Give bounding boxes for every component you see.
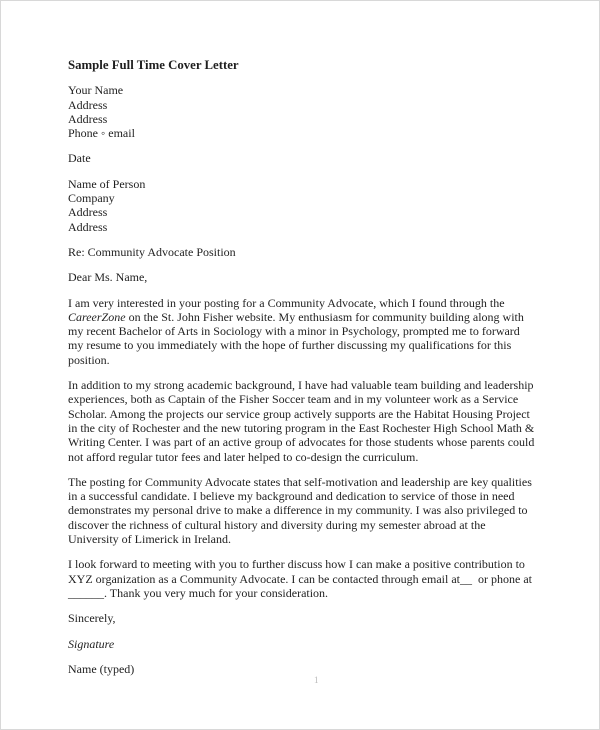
- text-segment: experiences, both as Captain of the Fisher Soccer team and in my volunteer work as a Service: [68, 392, 519, 407]
- text-line: [68, 296, 571, 310]
- body-paragraph-3: [68, 475, 571, 546]
- letter-title: Sample Full Time Cover Letter: [68, 58, 239, 72]
- text-segment: my recent Bachelor of Arts in Sociology with a minor in Psychology, prompted me to forward: [68, 324, 520, 339]
- text-line: Your Name: [68, 83, 124, 98]
- recipient-address-block: [68, 177, 571, 234]
- text-segment: University of Limerick in Ireland.: [68, 532, 231, 547]
- date-line: Date: [68, 151, 91, 166]
- text-line: [68, 450, 571, 464]
- text-segment: In addition to my strong academic background, I have had valuable team building and leadership: [68, 378, 534, 393]
- text-segment: my resume to you immediately with the hope of further discussing my qualifications for this: [68, 338, 512, 353]
- closing: Sincerely,: [68, 611, 116, 626]
- text-line: [68, 324, 571, 338]
- text-line: Address: [68, 205, 108, 220]
- text-segment: discover the richness of cultural history and diversity during my semester abroad at the: [68, 517, 486, 532]
- text-line: Address: [68, 219, 108, 234]
- text-line: [68, 407, 571, 421]
- text-line: [68, 557, 571, 571]
- text-segment: I am very interested in your posting for a Community Advocate, which I found through the: [68, 295, 505, 310]
- italic-text: CareerZone: [68, 309, 126, 324]
- page-number: 1: [314, 675, 319, 685]
- body-paragraph-4: [68, 557, 571, 600]
- text-line: [68, 503, 571, 517]
- typed-name: Name (typed): [68, 661, 135, 676]
- text-line: Name of Person: [68, 176, 146, 191]
- text-line: Phone ◦ email: [68, 126, 135, 141]
- text-line: [68, 489, 571, 503]
- text-segment: Scholar. Among the projects our service group actively supports are the Habitat Housing Project: [68, 406, 530, 421]
- text-segment: demonstrates my personal drive to make a difference in my community. I was also privileged to: [68, 503, 528, 518]
- text-segment: on the St. John Fisher website. My enthusiasm for community building along with: [125, 309, 524, 324]
- text-segment: ______. Thank you very much for your consideration.: [68, 585, 329, 600]
- text-segment: in a successful candidate. I believe my background and dedication to service of those in need: [68, 489, 515, 504]
- text-line: [68, 435, 571, 449]
- text-line: [68, 518, 571, 532]
- text-segment: not afford regular tutor fees and later helped to co-design the curriculum.: [68, 449, 419, 464]
- body-paragraph-1: [68, 296, 571, 367]
- sender-address-block: [68, 83, 571, 140]
- body-paragraph-2: [68, 378, 571, 464]
- salutation: Dear Ms. Name,: [68, 270, 148, 285]
- text-segment: XYZ organization as a Community Advocate. I can be contacted through email at__ or phone at: [68, 571, 532, 586]
- signature-placeholder: Signature: [68, 636, 115, 651]
- text-line: [68, 421, 571, 435]
- text-line: [68, 353, 571, 367]
- text-segment: The posting for Community Advocate states that self-motivation and leadership are key qualities: [68, 474, 532, 489]
- text-segment: position.: [68, 352, 110, 367]
- subject-line: Re: Community Advocate Position: [68, 244, 236, 259]
- text-line: [68, 532, 571, 546]
- text-segment: I look forward to meeting with you to further discuss how I can make a positive contribution to: [68, 557, 525, 572]
- text-line: [68, 572, 571, 586]
- text-line: Company: [68, 191, 115, 206]
- text-line: Address: [68, 111, 108, 126]
- text-line: [68, 310, 571, 324]
- text-line: [68, 475, 571, 489]
- text-segment: Writing Center. I was part of an active group of advocates for those students whose parents could: [68, 435, 535, 450]
- text-line: [68, 392, 571, 406]
- letter-content: [68, 58, 571, 687]
- text-line: [68, 586, 571, 600]
- text-segment: in the city of Rochester and the new tutoring program in the East Rochester High School Math &: [68, 420, 535, 435]
- text-line: [68, 378, 571, 392]
- text-line: [68, 338, 571, 352]
- text-line: Address: [68, 97, 108, 112]
